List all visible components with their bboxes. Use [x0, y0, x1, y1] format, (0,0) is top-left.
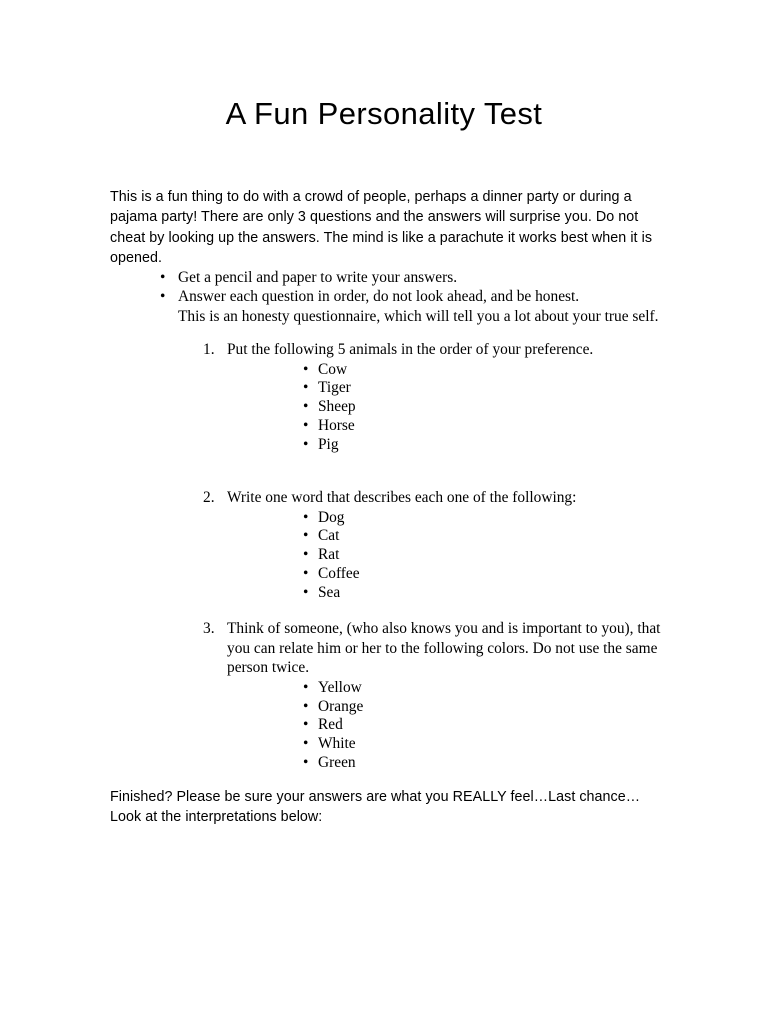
question-heading — [0, 619, 768, 678]
question-3-options — [0, 679, 768, 773]
bullet-icon: • — [303, 564, 309, 582]
question-1-options — [0, 361, 768, 455]
list-item — [0, 584, 768, 603]
list-item-text: White — [318, 735, 356, 753]
list-item — [0, 546, 768, 565]
list-item — [0, 527, 768, 546]
list-item-text: Pig — [318, 435, 339, 453]
list-item-text: Tiger — [318, 379, 351, 397]
question-heading — [0, 488, 768, 508]
question-3 — [0, 619, 768, 773]
list-item-text: Cow — [318, 360, 348, 378]
bullet-icon: • — [303, 735, 309, 753]
question-2-options — [0, 509, 768, 603]
list-item-text: Red — [318, 716, 343, 734]
list-item — [0, 436, 768, 455]
list-item-text: Green — [318, 753, 356, 771]
bullet-icon: • — [303, 379, 309, 397]
list-item-text: Yellow — [318, 678, 362, 696]
list-item — [0, 754, 768, 773]
list-item — [0, 716, 768, 735]
bullet-icon: • — [160, 269, 166, 286]
question-number: 1. — [203, 341, 215, 358]
closing-paragraph: Finished? Please be sure your answers are what you REALLY feel…Last chance… Look at the interpretations below: — [110, 789, 641, 826]
list-item-text: Rat — [318, 546, 340, 564]
bullet-icon: • — [303, 753, 309, 771]
question-number: 2. — [203, 489, 215, 506]
bullet-icon: • — [303, 435, 309, 453]
question-text: Put the following 5 animals in the order of your preference. — [227, 341, 594, 358]
intro-paragraph: This is a fun thing to do with a crowd of people, perhaps a dinner party or during a pajama party! There are only 3 questions and the answers will surprise you. Do not cheat by looking up the answers. The mind is like a parachute it works best when it is opened. — [110, 189, 653, 266]
bullet-icon: • — [303, 398, 309, 416]
list-item — [0, 398, 768, 417]
list-item — [0, 361, 768, 380]
list-item-text: Orange — [318, 697, 364, 715]
bullet-icon: • — [303, 546, 309, 564]
question-text: Write one word that describes each one of the following: — [227, 489, 577, 506]
list-item — [0, 679, 768, 698]
list-item-text: Sea — [318, 583, 341, 601]
list-item — [0, 509, 768, 528]
page-title: A Fun Personality Test — [225, 96, 543, 131]
list-item-text: Get a pencil and paper to write your answers. — [178, 269, 458, 286]
bullet-icon: • — [303, 583, 309, 601]
list-item-text: Coffee — [318, 564, 360, 582]
bullet-icon: • — [303, 697, 309, 715]
question-number: 3. — [203, 620, 215, 637]
list-item-text: Dog — [318, 508, 345, 526]
question-heading — [0, 340, 768, 360]
list-item-text: Horse — [318, 416, 355, 434]
list-item — [0, 698, 768, 717]
list-item — [0, 379, 768, 398]
list-item — [0, 287, 768, 326]
instructions-list — [0, 268, 768, 326]
bullet-icon: • — [303, 508, 309, 526]
list-item — [0, 735, 768, 754]
bullet-icon: • — [160, 288, 166, 306]
list-item — [0, 417, 768, 436]
list-item — [0, 565, 768, 584]
list-item-text: Cat — [318, 527, 340, 545]
bullet-icon: • — [303, 527, 309, 545]
question-text: Think of someone, (who also knows you and is important to you), that you can relate him or her to the following colors. Do not use the same person twice. — [227, 620, 661, 677]
bullet-icon: • — [303, 416, 309, 434]
list-item-text: Sheep — [318, 398, 356, 416]
question-2 — [0, 488, 768, 603]
bullet-icon: • — [303, 360, 309, 378]
list-item-text: Answer each question in order, do not look ahead, and be honest. — [178, 288, 580, 306]
question-1 — [0, 340, 768, 455]
bullet-icon: • — [303, 716, 309, 734]
bullet-icon: • — [303, 678, 309, 696]
list-item-continuation: This is an honesty questionnaire, which will tell you a lot about your true self. — [178, 307, 659, 325]
list-item — [0, 268, 768, 287]
